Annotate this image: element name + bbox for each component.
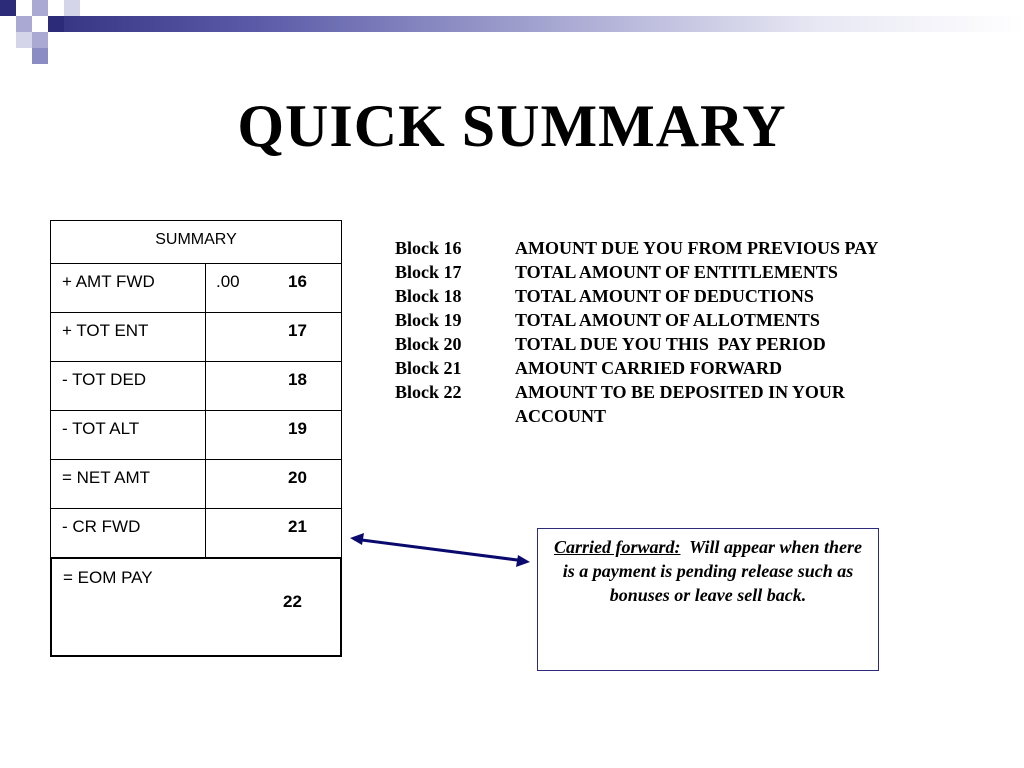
decorative-square <box>48 16 64 32</box>
row-value-cell <box>206 509 342 558</box>
decorative-square <box>16 32 32 48</box>
row-value-cell <box>206 460 342 509</box>
decorative-square <box>48 0 64 16</box>
row-value-cell <box>206 362 342 411</box>
decorative-square <box>32 48 48 64</box>
decorative-square <box>0 16 16 32</box>
eom-label: = EOM PAY <box>63 568 153 587</box>
row-value-cell <box>206 411 342 460</box>
decorative-square <box>16 0 32 16</box>
legend-item <box>395 284 995 308</box>
row-block-number: 21 <box>288 517 307 536</box>
row-amount: .00 <box>216 272 240 291</box>
table-row <box>51 509 342 558</box>
legend-item <box>395 332 995 356</box>
legend-item <box>395 380 995 428</box>
row-label: = NET AMT <box>51 460 206 509</box>
double-arrow-icon <box>340 525 540 570</box>
row-label: + AMT FWD <box>51 264 206 313</box>
table-header: SUMMARY <box>51 221 342 264</box>
decorative-square <box>32 0 48 16</box>
row-label: + TOT ENT <box>51 313 206 362</box>
legend-block: Block 16 <box>395 238 462 258</box>
table-row <box>51 460 342 509</box>
legend-item <box>395 308 995 332</box>
row-label: - CR FWD <box>51 509 206 558</box>
eom-block-number: 22 <box>283 592 302 611</box>
row-label: - TOT ALT <box>51 411 206 460</box>
legend-block: Block 22 <box>395 382 462 402</box>
legend-block: Block 18 <box>395 286 462 306</box>
decorative-square <box>16 16 32 32</box>
legend-block: Block 21 <box>395 358 462 378</box>
legend-block: Block 20 <box>395 334 462 354</box>
legend-item <box>395 356 995 380</box>
legend-desc: AMOUNT DUE YOU FROM PREVIOUS PAY <box>515 238 879 258</box>
legend-desc: TOTAL AMOUNT OF DEDUCTIONS <box>515 286 814 306</box>
row-block-number: 18 <box>288 370 307 389</box>
row-label: - TOT DED <box>51 362 206 411</box>
legend-block: Block 19 <box>395 310 462 330</box>
legend-desc: TOTAL AMOUNT OF ALLOTMENTS <box>515 310 820 330</box>
legend-desc: TOTAL AMOUNT OF ENTITLEMENTS <box>515 262 838 282</box>
eom-pay-row <box>50 557 342 657</box>
legend-block: Block 17 <box>395 262 462 282</box>
legend-item <box>395 236 995 260</box>
row-block-number: 17 <box>288 321 307 340</box>
header-gradient-band <box>0 16 1024 32</box>
row-value-cell <box>206 264 342 313</box>
row-block-number: 16 <box>288 272 307 291</box>
summary-table <box>50 220 342 558</box>
row-value-cell <box>206 313 342 362</box>
decorative-square <box>0 0 16 16</box>
legend-desc: AMOUNT TO BE DEPOSITED IN YOUR ACCOUNT <box>515 382 845 426</box>
page-title: QUICK SUMMARY <box>237 93 787 159</box>
block-legend <box>395 236 995 428</box>
legend-item <box>395 260 995 284</box>
callout-text: Will appear when there is a payment is pending release such as bonuses or leave sell back. <box>562 537 863 605</box>
table-row <box>51 313 342 362</box>
decorative-square <box>32 16 48 32</box>
carried-forward-note <box>537 528 879 671</box>
table-row <box>51 362 342 411</box>
row-block-number: 20 <box>288 468 307 487</box>
legend-desc: AMOUNT CARRIED FORWARD <box>515 358 783 378</box>
row-block-number: 19 <box>288 419 307 438</box>
legend-desc: TOTAL DUE YOU THIS PAY PERIOD <box>515 334 826 354</box>
decorative-square <box>64 0 80 16</box>
table-row <box>51 411 342 460</box>
table-header-row <box>51 221 342 264</box>
table-row <box>51 264 342 313</box>
decorative-square <box>48 32 64 48</box>
callout-term: Carried forward: <box>553 537 681 557</box>
decorative-square <box>32 32 48 48</box>
